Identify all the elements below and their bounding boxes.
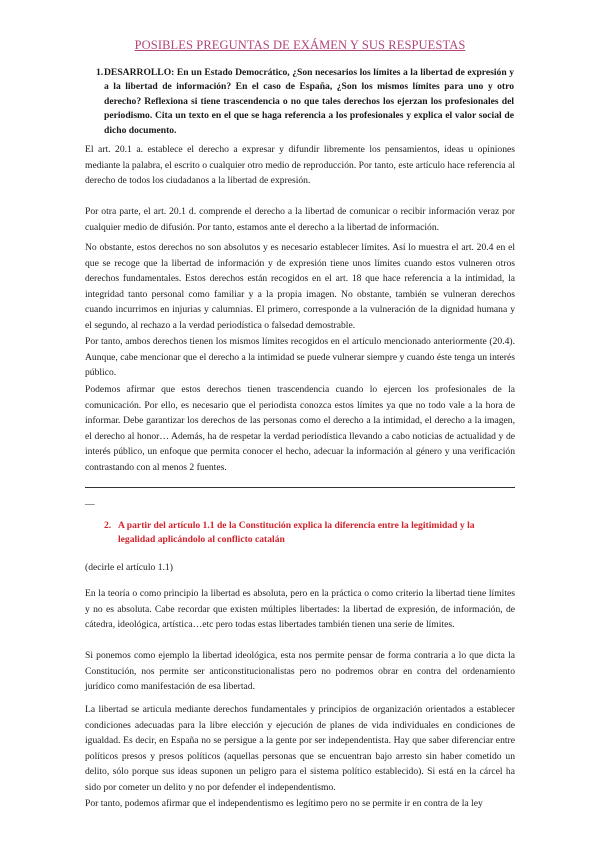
question-2-text: A partir del artículo 1.1 de la Constitución explica la diferencia entre la legitimidad y la legalidad aplicándolo al conflicto catalán — [118, 520, 475, 546]
section-divider — [85, 487, 515, 488]
answer-2-paragraph-2: Si ponemos como ejemplo la libertad ideológica, esta nos permite pensar de forma contraria a lo que dicta la Constitución, nos permite ser anticonstitucionalistas pero no podremos obrar en contra del ordenamiento jurídico como manifestación de esa libertad. — [85, 650, 515, 693]
section-divider-dash: — — [85, 499, 95, 510]
answer-2-paragraph-3: La libertad se articula mediante derechos fundamentales y principios de organización orientados a establecer condiciones adecuadas para la libre elección y ejecución de planes de vida individuales en condiciones de igualdad. Es decir, en España no se persigue a la gente por ser independentista. Hay que saber diferenciar entre políticos presos y presos políticos (aquellas personas que se encuentran bajo arresto sin haber cometido un delito, sólo porque sus ideas suponen un peligro para el sistema político establecido). Si está en la cárcel ha sido por cometer un delito y no por defender el independentismo. — [85, 704, 515, 793]
question-1-text: DESARROLLO: En un Estado Democrático, ¿Son necesarios los límites a la libertad de expresión y a la libertad de información? En el caso de España, ¿Son los mismos límites para uno y otro derecho? Reflexiona si tiene trascendencia o no que tales derechos los ejerzan los profesionales del periodismo. Cita un texto en el que se haga referencia a los profesionales y explica el valor social de dicho documento. — [104, 67, 514, 136]
question-1 — [96, 66, 514, 138]
answer-2-paragraph-1: En la teoría o como principio la libertad es absoluta, pero en la práctica o como criterio la libertad tiene límites y no es absoluta. Cabe recordar que existen múltiples libertades: la libertad de expresión, de información, de cátedra, ideológica, artística…etc pero todas estas libertades también tienen una serie de límites. — [85, 588, 515, 631]
answer-2-note: (decirle el artículo 1.1) — [85, 562, 173, 573]
answer-1-paragraph-1: El art. 20.1 a. establece el derecho a expresar y difundir libremente los pensamientos, ideas u opiniones mediante la palabra, el escrito o cualquier otro medio de reproducción. Por tanto, este artículo hace referencia al derecho de todos los ciudadanos a la libertad de expresión. — [85, 144, 515, 187]
answer-1-paragraph-4: Por tanto, ambos derechos tienen los mismos límites recogidos en el artículo mencionado anteriormente (20.4). Aunque, cabe mencionar que el derecho a la intimidad se puede vulnerar siempre y cuando éste tenga un interés público. — [85, 336, 515, 379]
document-title: POSIBLES PREGUNTAS DE EXÁMEN Y SUS RESPUESTAS — [134, 38, 466, 52]
question-1-number: 1. — [96, 67, 104, 78]
answer-1-paragraph-3: No obstante, estos derechos no son absolutos y es necesario establecer límites. Así lo muestra el art. 20.4 en el que se recoge que la libertad de información y de expresión tiene unos límites cuando estos vulneren otros derechos fundamentales. Estos derechos están recogidos en el art. 18 que hace referencia a la intimidad, la integridad tanto personal como familiar y a la propia imagen. No obstante, también se vulneran derechos cuando incurrimos en injurias y calumnias. El primero, corresponde a la vulneración de la dignidad humana y el segundo, al rechazo a la verdad periodística o falsedad demostrable. — [85, 242, 515, 331]
question-2 — [104, 519, 514, 548]
answer-2-paragraph-4: Por tanto, podemos afirmar que el independentismo es legítimo pero no se permite ir en contra de la ley — [85, 798, 483, 809]
answer-1-paragraph-2: Por otra parte, el art. 20.1 d. comprende el derecho a la libertad de comunicar o recibir información veraz por cualquier medio de difusión. Por tanto, estamos ante el derecho a la libertad de información. — [85, 206, 515, 233]
question-2-number: 2. — [104, 520, 112, 531]
answer-1-paragraph-5: Podemos afirmar que estos derechos tienen trascendencia cuando lo ejercen los profesionales de la comunicación. Por ello, es necesario que el periodista conozca estos límites ya que no todo vale a la hora de informar. Debe garantizar los derechos de las personas como el derecho a la intimidad, el derecho a la imagen, el derecho al honor… Además, ha de respetar la verdad periodística llevando a cabo noticias de actualidad y de interés público, un enfoque que permita conocer el hecho, adecuar la información al género y una verificación contrastando con al menos 2 fuentes. — [85, 384, 515, 473]
